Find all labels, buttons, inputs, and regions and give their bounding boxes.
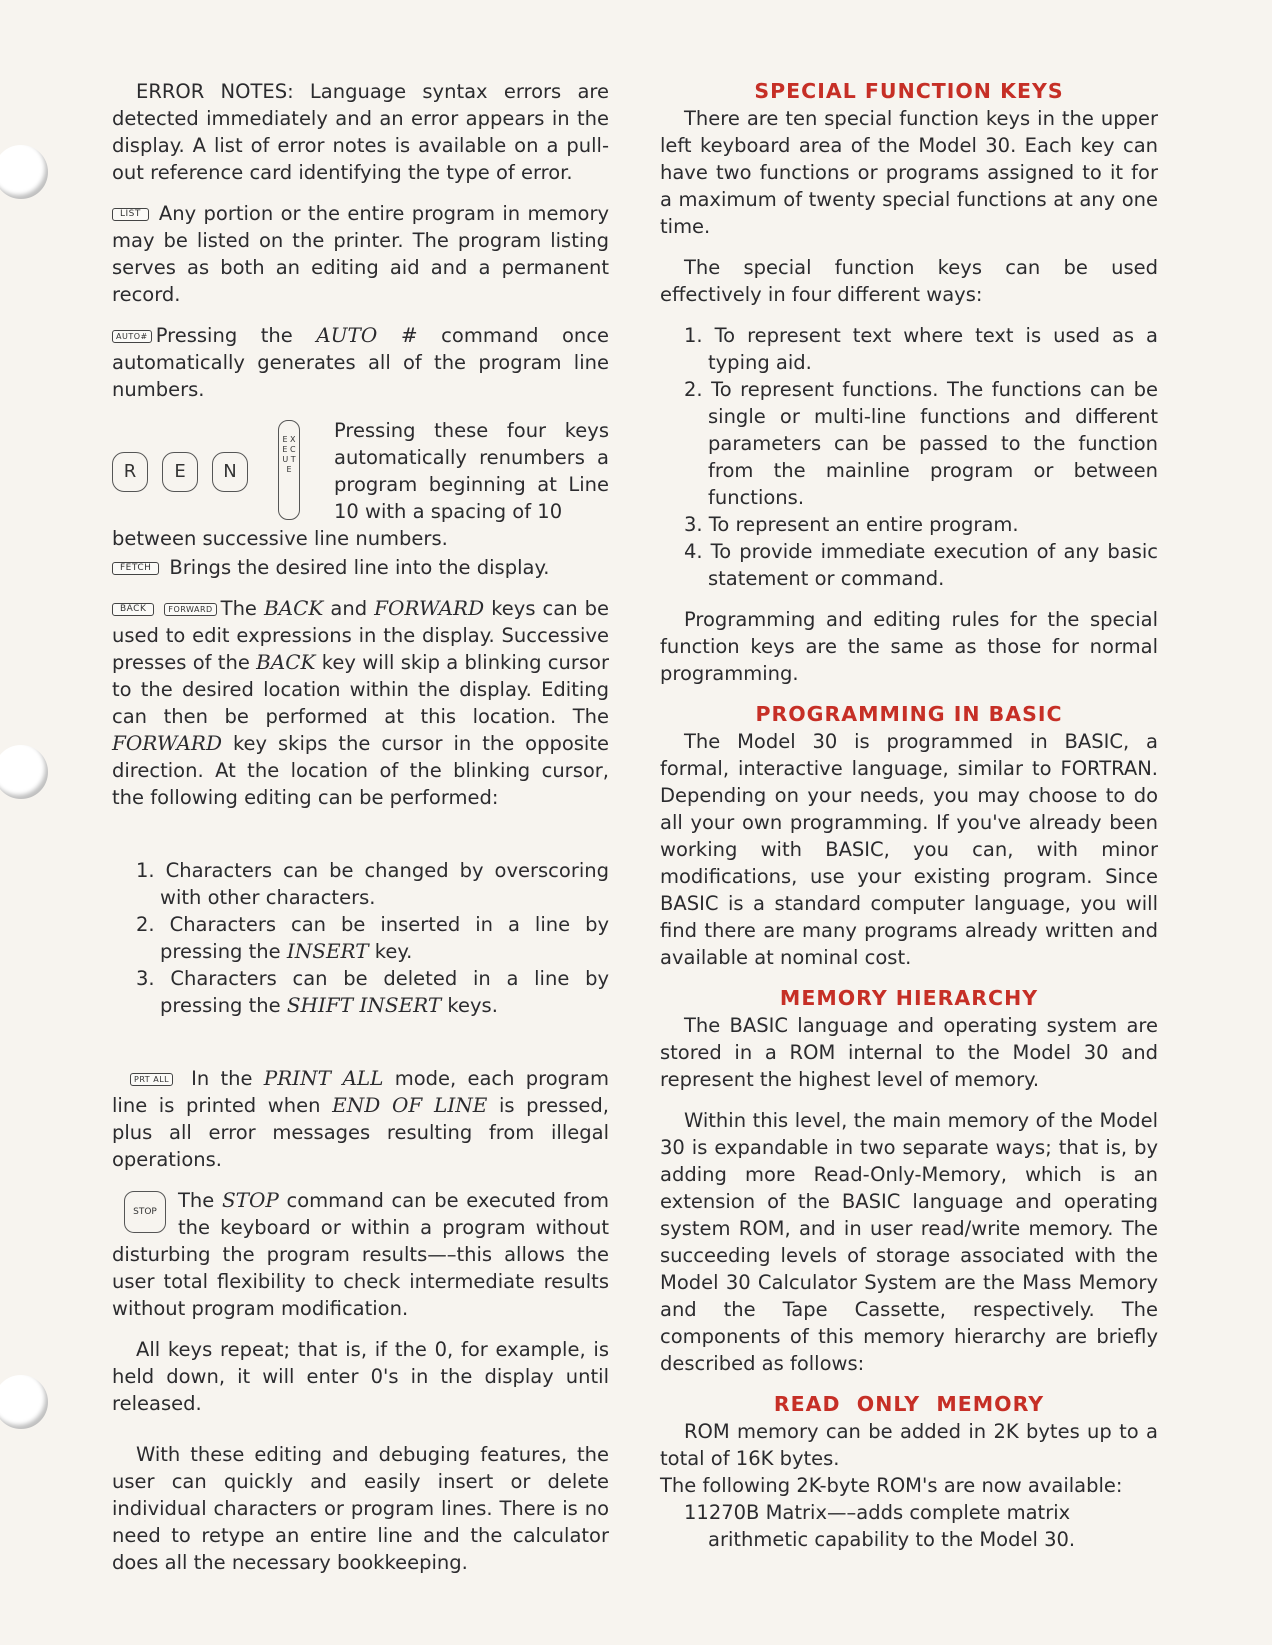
editing-item-3-c: keys.	[441, 994, 498, 1017]
bf-text-2: and	[323, 597, 375, 620]
special-paragraph-3: Programming and editing rules for the special function keys are the same as those for normal programming.	[660, 608, 1158, 685]
basic-paragraph: The Model 30 is programmed in BASIC, a formal, interactive language, similar to FORTRAN. Depending on your needs, you may choose to do all your own programming. If you've already been working with BASIC, you can, with minor modifications, use your existing program. Since BASIC is a standard computer language, you will find there are many programs already written and available at nominal cost.	[660, 730, 1158, 969]
bf-back: BACK	[263, 596, 324, 620]
prt-text-2: mode, each program line is printed when	[112, 1067, 609, 1117]
n-key-icon: N	[212, 452, 248, 492]
auto-paragraph	[112, 322, 609, 403]
editing-item-2-c: key.	[368, 940, 413, 963]
bf-back-2: BACK	[256, 650, 316, 674]
way-item-4: 4. To provide immediate execution of any basic statement or command.	[684, 540, 1158, 590]
editing-item-2-a: 2. Characters can be inserted in a line by pressing the	[136, 913, 609, 963]
prt-mode: PRINT ALL	[263, 1066, 384, 1090]
repeat-paragraph: All keys repeat; that is, if the 0, for example, is held down, it will enter 0's in the display until released.	[112, 1338, 609, 1415]
auto-text-pre: Pressing the	[155, 324, 317, 347]
rom-paragraph-1: ROM memory can be added in 2K bytes up to a total of 16K bytes.	[660, 1420, 1158, 1470]
renumber-text: Pressing these four keys automatically renumbers a program beginning at Line 10 with a spacing of 10	[334, 419, 609, 523]
memory-paragraph-2: Within this level, the main memory of the Model 30 is expandable in two separate ways; that is, by adding more Read-Only-Memory, which is an extension of the BASIC language and operating system ROM, and in user read/write memory. The succeeding levels of storage associated with the Model 30 Calculator System are the Mass Memory and the Tape Cassette, respectively. The components of this memory hierarchy are briefly described as follows:	[660, 1109, 1158, 1375]
special-function-keys-heading: SPECIAL FUNCTION KEYS	[754, 79, 1064, 103]
list-text: Any portion or the entire program in memory may be listed on the printer. The program listing serves as both an editing aid and a permanent record.	[112, 202, 609, 306]
bf-text-1: The	[220, 597, 264, 620]
bf-forward: FORWARD	[374, 596, 485, 620]
way-item-1: 1. To represent text where text is used as a typing aid.	[684, 324, 1158, 374]
bf-text-5: key skips the cursor in the opposite direction. At the location of the blinking cursor, the following editing can be performed:	[112, 732, 609, 809]
editing-item-1: 1. Characters can be changed by overscoring with other characters.	[136, 859, 609, 909]
editing-item-3-a: 3. Characters can be deleted in a line by pressing the	[136, 967, 609, 1017]
stop-key-icon: STOP	[124, 1191, 166, 1233]
rom-paragraph-2: The following 2K-byte ROM's are now available:	[660, 1474, 1123, 1497]
left-column	[112, 78, 609, 1590]
bf-text-3: keys can be used to edit expressions in the display. Successive presses of the	[112, 597, 609, 674]
prt-text-1: In the	[191, 1067, 264, 1090]
special-paragraph-1: There are ten special function keys in the upper left keyboard area of the Model 30. Each key can have two functions or programs assigned to it for a maximum of twenty special functions at any one time.	[660, 107, 1158, 238]
error-notes-paragraph: ERROR NOTES: Language syntax errors are detected immediately and an error appears in the display. A list of error notes is available on a pull-out reference card identifying the type of error.	[112, 80, 609, 184]
special-paragraph-2: The special function keys can be used effectively in four different ways:	[660, 256, 1158, 306]
e-key-icon: E	[162, 452, 198, 492]
auto-key-icon: AUTO#	[112, 330, 152, 343]
rom-item-matrix: 11270B Matrix—–adds complete matrix arithmetic capability to the Model 30.	[684, 1501, 1076, 1551]
renumber-block	[112, 417, 609, 548]
binder-hole-middle	[0, 745, 48, 799]
way-item-2: 2. To represent functions. The functions can be single or multi-line functions and different parameters can be passed to the function from the mainline program or between functions.	[684, 378, 1158, 509]
binder-hole-bottom	[0, 1375, 48, 1429]
back-key-icon: BACK	[112, 603, 154, 616]
r-key-icon: R	[112, 452, 148, 492]
forward-key-icon: FORWARD	[164, 603, 216, 616]
back-forward-paragraph	[112, 595, 609, 811]
programming-basic-heading: PROGRAMMING IN BASIC	[755, 702, 1063, 726]
auto-command: AUTO #	[316, 323, 418, 347]
execute-key-icon: E X E C U T E	[278, 420, 300, 520]
editing-item-2-insert: INSERT	[286, 939, 369, 963]
fetch-paragraph	[112, 554, 609, 581]
stop-command: STOP	[221, 1188, 279, 1212]
editing-item-3-shift-insert: SHIFT INSERT	[286, 993, 442, 1017]
auto-text-post: command once automatically generates all of the program line numbers.	[112, 324, 610, 401]
way-item-3: 3. To represent an entire program.	[684, 513, 1019, 536]
list-paragraph	[112, 200, 609, 308]
closing-paragraph: With these editing and debuging features, the user can quickly and easily insert or delete individual characters or program lines. There is no need to retype an entire line and the calculator does all the necessary bookkeeping.	[112, 1443, 609, 1574]
editing-list	[112, 857, 609, 1019]
fetch-text: Brings the desired line into the display.	[169, 556, 550, 579]
read-only-memory-heading: READ ONLY MEMORY	[773, 1392, 1045, 1416]
editing-item-2	[112, 911, 609, 965]
list-key-icon: LIST	[112, 208, 149, 221]
renumber-last-line: between successive line numbers.	[112, 527, 448, 550]
memory-hierarchy-heading: MEMORY HIERARCHY	[779, 986, 1039, 1010]
memory-paragraph-1: The BASIC language and operating system are stored in a ROM internal to the Model 30 and represent the highest level of memory.	[660, 1014, 1158, 1091]
bf-forward-2: FORWARD	[112, 731, 222, 755]
stop-paragraph	[112, 1187, 609, 1322]
print-all-paragraph	[112, 1065, 609, 1173]
renumber-keys	[112, 435, 296, 492]
binder-hole-top	[0, 145, 48, 199]
prt-text-3: is pressed, plus all error messages resulting from illegal operations.	[112, 1094, 610, 1171]
right-column	[660, 78, 1158, 1553]
bf-text-4: key will skip a blinking cursor to the desired location within the display. Editing can then be performed at this location. The	[112, 651, 609, 728]
fetch-key-icon: FETCH	[112, 562, 159, 575]
stop-text-2: command can be executed from the keyboard or within a program without disturbing the program results—–this allows the user total flexibility to check intermediate results without program modification.	[112, 1189, 609, 1320]
special-ways-list	[660, 322, 1158, 592]
editing-item-3	[112, 965, 609, 1019]
stop-text-1: The	[178, 1189, 222, 1212]
prt-eol: END OF LINE	[332, 1093, 488, 1117]
prt-all-key-icon: PRT ALL	[130, 1073, 173, 1086]
